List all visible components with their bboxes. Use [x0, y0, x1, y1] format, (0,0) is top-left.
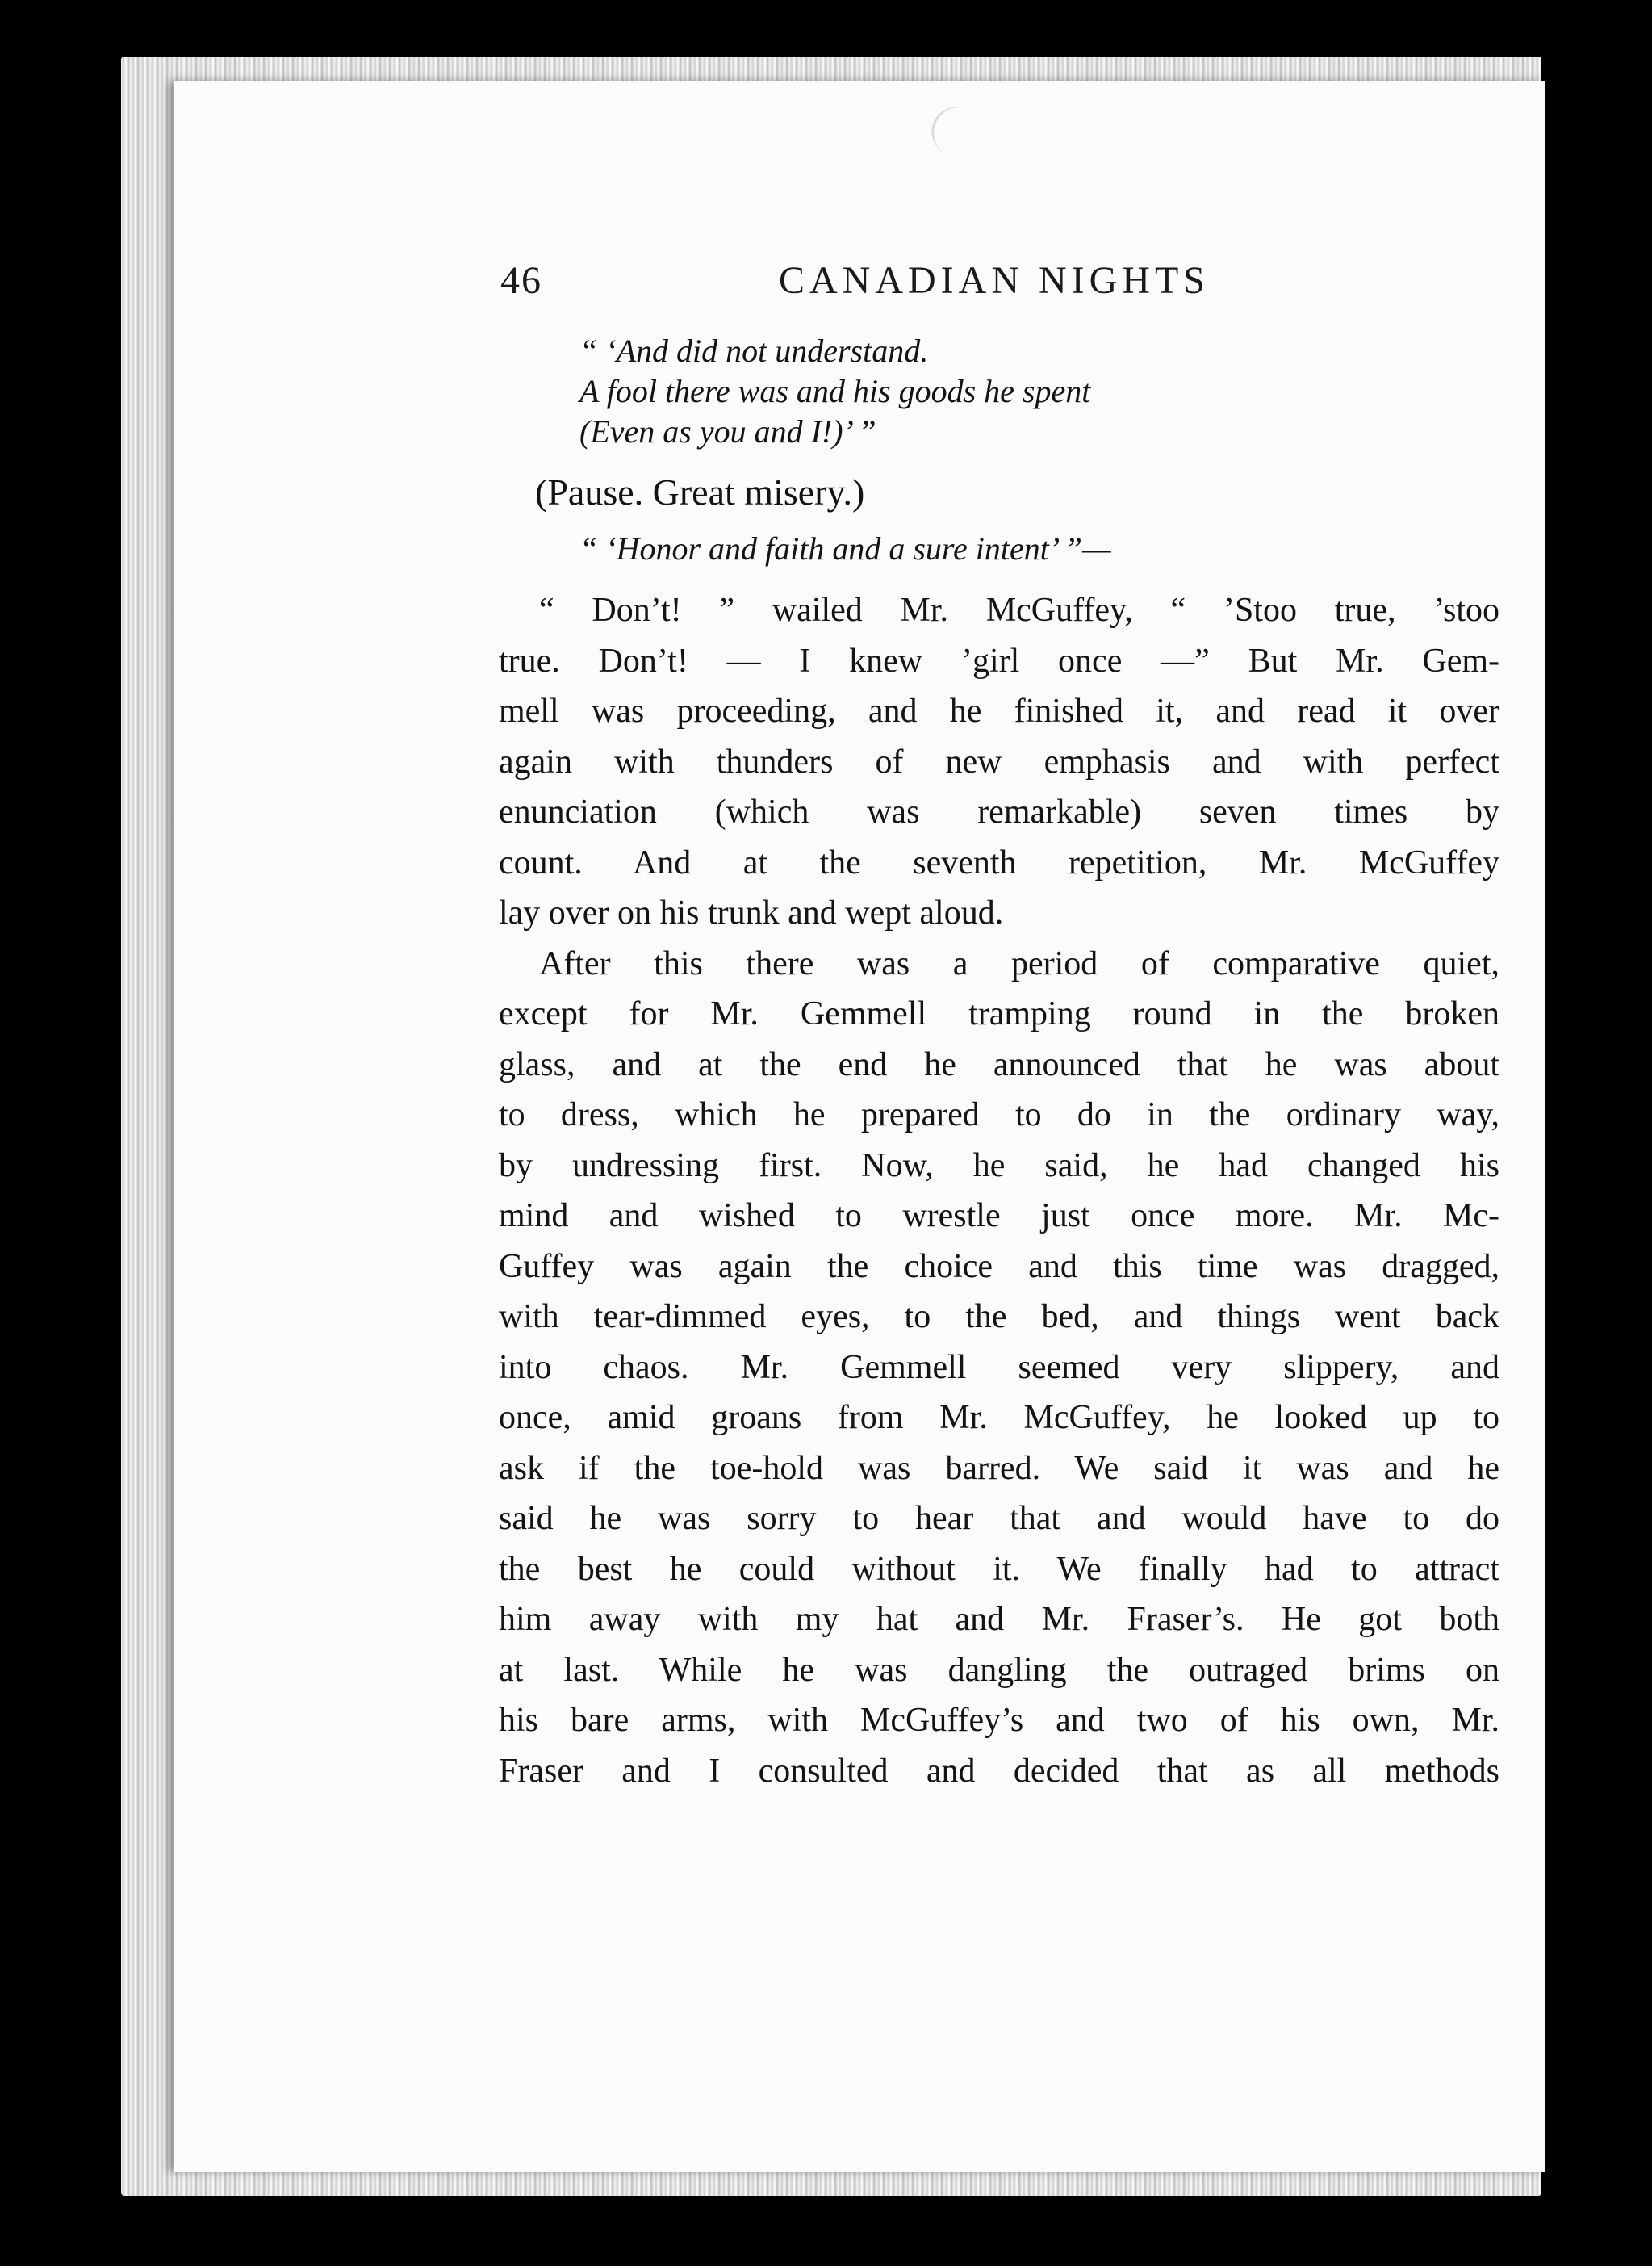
verse-stanza — [499, 331, 1499, 452]
ink-mark — [925, 100, 974, 157]
text-line: lay over on his trunk and wept aloud. — [499, 894, 1004, 932]
page-number: 46 — [500, 259, 542, 302]
stage-direction: (Pause. Great misery.) — [535, 471, 865, 513]
running-head: CANADIAN NIGHTS — [779, 259, 1210, 302]
text-line: once, amid groans from Mr. McGuffey, he looked up to — [499, 1399, 1499, 1436]
text-line: mind and wished to wrestle just once more. Mr. Mc- — [499, 1197, 1499, 1234]
text-line: with tear-dimmed eyes, to the bed, and things went back — [499, 1298, 1499, 1335]
text-line: at last. While he was dangling the outraged brims on — [499, 1651, 1499, 1689]
text-line: “ Don’t! ” wailed Mr. McGuffey, “ ’Stoo true, ’stoo — [539, 592, 1499, 629]
text-line: Guffey was again the choice and this time was dragged, — [499, 1247, 1499, 1285]
text-line: ask if the toe-hold was barred. We said it was and he — [499, 1449, 1499, 1487]
verse-line-honor: “ ‘Honor and faith and a sure intent’ ”— — [579, 530, 1111, 567]
text-line: mell was proceeding, and he finished it, and read it over — [499, 693, 1499, 730]
paragraph-1 — [499, 585, 1499, 939]
text-line: to dress, which he prepared to do in the ordinary way, — [499, 1096, 1499, 1133]
verse-line: “ ‘And did not understand. — [579, 333, 929, 369]
body-text — [499, 331, 1499, 1796]
verse-line: (Even as you and I!)’ ” — [579, 413, 876, 450]
text-line: except for Mr. Gemmell tramping round in the broken — [499, 995, 1499, 1032]
verse-line: A fool there was and his goods he spent — [579, 373, 1091, 409]
paragraph-2 — [499, 939, 1499, 1797]
text-line: by undressing first. Now, he said, he had changed his — [499, 1146, 1499, 1184]
text-line: count. And at the seventh repetition, Mr. McGuffey — [499, 844, 1499, 882]
text-line: said he was sorry to hear that and would have to do — [499, 1500, 1499, 1537]
text-line: enunciation (which was remarkable) seven times by — [499, 794, 1499, 831]
text-line: glass, and at the end he announced that he was about — [499, 1045, 1499, 1083]
text-line: After this there was a period of comparative quiet, — [539, 945, 1499, 982]
text-line: the best he could without it. We finally had to attract — [499, 1550, 1499, 1588]
text-line: Fraser and I consulted and decided that as all methods — [499, 1752, 1499, 1790]
page-header — [323, 258, 1251, 323]
text-line: true. Don’t! — I knew ’girl once —” But Mr. Gem- — [499, 642, 1499, 680]
text-line: his bare arms, with McGuffey’s and two of his own, Mr. — [499, 1702, 1499, 1739]
text-line: him away with my hat and Mr. Fraser’s. He got both — [499, 1601, 1499, 1638]
text-line: into chaos. Mr. Gemmell seemed very slippery, and — [499, 1348, 1499, 1386]
text-line: again with thunders of new emphasis and with perfect — [499, 743, 1499, 781]
